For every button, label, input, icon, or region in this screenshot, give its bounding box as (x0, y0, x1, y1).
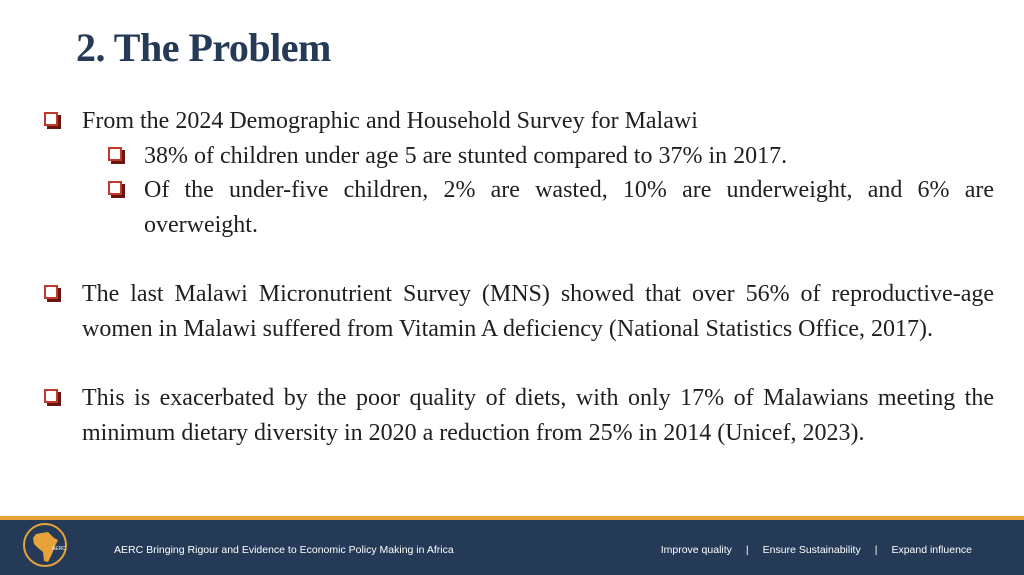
footer-link-improve-quality[interactable]: Improve quality (660, 544, 732, 556)
checkbox-bullet-icon (44, 285, 58, 299)
slide-content (44, 104, 994, 450)
aerc-logo-icon (22, 520, 68, 570)
checkbox-bullet-icon (44, 112, 58, 126)
checkbox-bullet-icon (108, 147, 122, 161)
logo-text: AERC (52, 546, 66, 552)
footer-link-expand-influence[interactable]: Expand influence (891, 544, 972, 556)
bullet-text: From the 2024 Demographic and Household Survey for Malawi (82, 108, 698, 134)
checkbox-bullet-icon (44, 389, 58, 403)
bullet-text: The last Malawi Micronutrient Survey (MNS) showed that over 56% of reproductive-age women in Malawi suffered from Vitamin A deficiency (National Statistics Office, 2017). (82, 281, 994, 342)
footer-links (661, 544, 972, 556)
slide-title: 2. The Problem (76, 25, 331, 70)
footer-tagline: AERC Bringing Rigour and Evidence to Economic Policy Making in Africa (114, 544, 454, 556)
bullet-item (44, 104, 994, 139)
bullet-item (44, 381, 994, 450)
bullet-text: Of the under-five children, 2% are wasted, 10% are underweight, and 6% are overweight. (144, 177, 994, 238)
footer-separator: | (874, 544, 878, 556)
bullet-text: 38% of children under age 5 are stunted compared to 37% in 2017. (144, 142, 788, 169)
checkbox-bullet-icon (108, 181, 122, 195)
footer-link-ensure-sustainability[interactable]: Ensure Sustainability (762, 544, 861, 556)
sub-bullet-item (108, 173, 994, 242)
sub-bullet-item (108, 139, 994, 174)
bullet-text: This is exacerbated by the poor quality of diets, with only 17% of Malawians meeting the minimum dietary diversity in 2020 a reduction from 25% in 2014 (Unicef, 2023). (82, 385, 994, 446)
footer-separator: | (745, 544, 749, 556)
bullet-item (44, 277, 994, 346)
